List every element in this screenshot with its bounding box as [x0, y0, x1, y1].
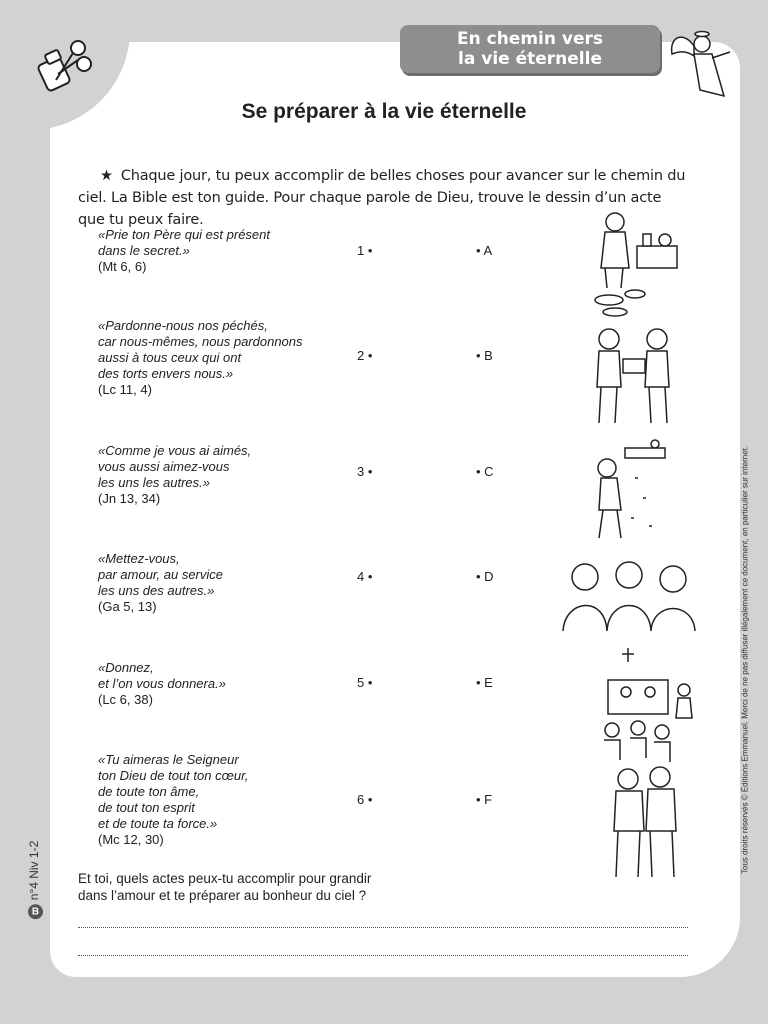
match-letter-c[interactable]: • C	[476, 464, 494, 479]
instructions-text: Chaque jour, tu peux accomplir de belles choses pour avancer sur le chemin du ciel. La Bible est ton guide. Pour chaque parole de Dieu, trouve le dessin d’un acte que tu peux faire.	[78, 168, 686, 228]
quote-ref: (Mc 12, 30)	[98, 832, 164, 847]
closing-question: Et toi, quels actes peux-tu accomplir pour grandir dans l’amour et te préparer au bonheur du ciel ?	[78, 871, 372, 903]
match-letter-a[interactable]: • A	[476, 243, 493, 258]
section-badge	[400, 25, 660, 73]
quote-2	[98, 318, 303, 398]
badge-line-1: En chemin vers	[456, 29, 604, 49]
match-number-5[interactable]: 5 •	[357, 675, 373, 690]
match-number-3[interactable]: 3 •	[357, 464, 373, 479]
answer-line-1[interactable]	[78, 927, 688, 928]
match-number-1[interactable]: 1 •	[357, 243, 373, 258]
scissors-glue-icon	[36, 34, 96, 94]
quote-ref: (Ga 5, 13)	[98, 599, 157, 614]
quote-ref: (Lc 6, 38)	[98, 692, 153, 707]
match-letter-e[interactable]: • E	[476, 675, 493, 690]
answer-line-2[interactable]	[78, 955, 688, 956]
drawing-b-exchanging-gift	[585, 325, 683, 430]
quote-1	[98, 227, 270, 275]
angel-icon	[664, 26, 736, 104]
match-number-4[interactable]: 4 •	[357, 569, 373, 584]
match-number-2[interactable]: 2 •	[357, 348, 373, 363]
quote-text: «Mettez-vous, par amour, au service les uns des autres.»	[98, 551, 224, 598]
page-title: Se préparer à la vie éternelle	[241, 100, 527, 123]
quote-5	[98, 660, 226, 708]
match-number-6[interactable]: 6 •	[357, 792, 373, 807]
match-letter-b[interactable]: • B	[476, 348, 493, 363]
issue-badge-letter: B	[28, 904, 43, 919]
copyright-vertical	[738, 430, 752, 890]
copyright-text: Tous droits réservés © Éditions Emmanuel. Merci de ne pas diffuser illégalement ce document, en particulier sur internet.	[740, 445, 750, 875]
drawing-e-church-offering	[598, 640, 698, 765]
match-letter-f[interactable]: • F	[476, 792, 493, 807]
issue-text: n°4 Niv 1-2	[27, 840, 41, 901]
drawing-c-praying-child	[595, 438, 670, 546]
drawing-a-setting-table	[585, 208, 683, 320]
quote-ref: (Mt 6, 6)	[98, 259, 147, 274]
match-letter-d[interactable]: • D	[476, 569, 494, 584]
quote-ref: (Lc 11, 4)	[98, 382, 152, 397]
quote-ref: (Jn 13, 34)	[98, 491, 161, 506]
quote-text: «Comme je vous ai aimés, vous aussi aimez-vous les uns les autres.»	[98, 443, 252, 490]
star-icon: ★	[100, 168, 113, 184]
issue-label	[22, 830, 48, 930]
drawing-d-friends	[555, 555, 700, 635]
quote-text: «Donnez, et l’on vous donnera.»	[98, 660, 226, 691]
badge-line-2: la vie éternelle	[458, 49, 602, 69]
quote-3	[98, 443, 251, 507]
quote-text: «Pardonne-nous nos péchés, car nous-mêmes, nous pardonnons aussi à tous ceux qui ont des torts envers nous.»	[98, 318, 303, 381]
quote-text: «Tu aimeras le Seigneur ton Dieu de tout ton cœur, de toute ton âme, de tout ton esprit et de toute ta force.»	[98, 752, 249, 831]
drawing-f-hug	[602, 765, 687, 883]
quote-text: «Prie ton Père qui est présent dans le secret.»	[98, 227, 270, 258]
quote-4	[98, 551, 223, 615]
quote-6	[98, 752, 248, 848]
